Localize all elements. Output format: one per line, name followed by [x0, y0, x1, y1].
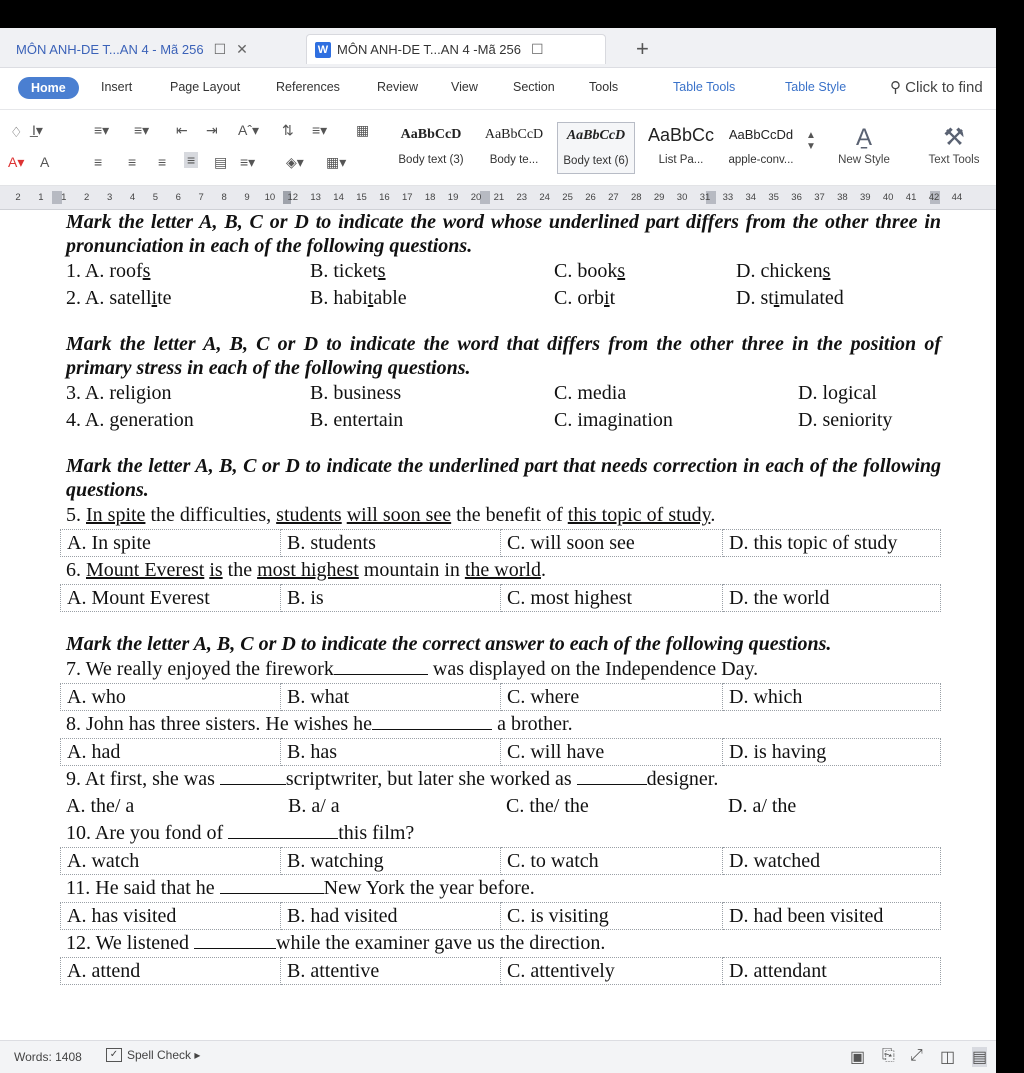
question-12: 12. We listened while the examiner gave us the direction. — [66, 932, 606, 954]
option-c: C. to watch — [501, 848, 723, 875]
option-b: B. watching — [281, 848, 501, 875]
style-name: List Pa... — [658, 154, 704, 166]
ruler-tick-label: 36 — [791, 192, 802, 203]
option-b: B. tickets — [310, 260, 386, 282]
align-right-icon[interactable]: ≡ — [158, 154, 167, 170]
option-a: A. has visited — [61, 903, 281, 930]
menu-home[interactable]: Home — [18, 77, 79, 99]
option-a: 3. A. religion — [66, 382, 172, 404]
ruler-tick-label: 41 — [905, 192, 917, 203]
styles-scroll-icon[interactable]: ▲ ▼ — [806, 130, 816, 152]
menu-page-layout[interactable]: Page Layout — [170, 80, 241, 94]
ruler-tick-label: 21 — [493, 192, 505, 203]
text-tools-button[interactable] — [914, 122, 994, 166]
ruler-tick-label: 23 — [516, 192, 528, 203]
line-spacing-icon[interactable]: ≡▾ — [312, 122, 328, 138]
ruler-tick-label: 16 — [379, 192, 390, 203]
option-c: C. will have — [501, 739, 723, 766]
question-7: 7. We really enjoyed the firework was displayed on the Independence Day. — [66, 658, 759, 680]
ruler-tick-label: 25 — [562, 192, 573, 203]
question-3 — [66, 380, 941, 407]
question-4 — [66, 407, 941, 434]
ruler-tick-label: 2 — [15, 192, 21, 203]
document-tab-bar — [0, 28, 996, 68]
menu-references[interactable]: References — [276, 80, 340, 94]
style-sample: AaBbCcD — [484, 127, 544, 142]
ruler-tick-label: 30 — [676, 192, 688, 203]
ruler-tick-label: 12 — [287, 192, 299, 203]
option-c: C. is visiting — [501, 903, 723, 930]
menu-table-tools[interactable]: Table Tools — [673, 80, 736, 94]
spell-check-label: Spell Check — [127, 1048, 192, 1062]
question-11: 11. He said that he New York the year before. — [66, 877, 535, 899]
style-body-text[interactable] — [475, 122, 553, 174]
increase-indent-icon[interactable]: ⇥ — [206, 122, 218, 138]
question-1 — [66, 258, 941, 285]
bullets-icon[interactable]: ≡▾ — [94, 122, 110, 138]
new-style-label: New Style — [838, 154, 890, 166]
ruler-tick-label: 2 — [84, 192, 90, 203]
option-c: C. the/ the — [506, 795, 589, 817]
font-size-icon[interactable]: Aˆ▾ — [238, 122, 260, 138]
ruler-tick-label: 24 — [539, 192, 550, 203]
ruler-tick-label: 20 — [470, 192, 482, 203]
ruler-tick-label: 18 — [424, 192, 436, 203]
answer-table — [60, 957, 941, 985]
ruler-tick-label: 35 — [768, 192, 779, 203]
align-left-icon[interactable]: ≡ — [94, 154, 103, 170]
option-b: B. attentive — [281, 958, 501, 985]
ruler-tick-label: 1 — [61, 192, 67, 203]
style-sample: AaBbCcDd — [728, 127, 794, 142]
option-a: A. Mount Everest — [61, 585, 281, 612]
option-d: D. stimulated — [736, 287, 844, 309]
option-d: D. watched — [723, 848, 941, 875]
shading-icon[interactable]: ◈▾ — [286, 154, 304, 170]
menu-review[interactable]: Review — [377, 80, 418, 94]
style-apple-converted[interactable] — [722, 122, 800, 174]
menu-view[interactable]: View — [451, 80, 478, 94]
menu-insert[interactable]: Insert — [101, 80, 133, 94]
question-8: 8. John has three sisters. He wishes he a brother. — [66, 713, 573, 735]
page-view-icon[interactable]: ▤ — [972, 1049, 988, 1066]
sort-icon[interactable]: ⇅ — [282, 122, 294, 138]
option-c: C. where — [501, 684, 723, 711]
ruler-tick-label: 1 — [38, 192, 44, 203]
answer-table — [60, 902, 941, 930]
ruler-tick-label: 31 — [699, 192, 711, 203]
answer-table — [60, 584, 941, 612]
spell-check-icon: ✓ — [106, 1048, 122, 1062]
style-sample: AaBbCc — [647, 125, 715, 145]
style-name: Body text (6) — [563, 155, 629, 167]
close-icon[interactable]: ✕ — [236, 40, 248, 57]
option-c: C. books — [554, 260, 626, 282]
paragraph-spacing-icon[interactable]: ≡▾ — [240, 154, 256, 170]
tab-title: MÔN ANH-DE T...AN 4 -Mã 256 — [337, 42, 521, 57]
option-c: C. attentively — [501, 958, 723, 985]
eraser-icon[interactable]: ♢ — [10, 124, 23, 140]
ruler-tick-label: 10 — [264, 192, 276, 203]
table-border-icon[interactable]: ▦▾ — [326, 154, 347, 170]
ruler-tick-label: 44 — [951, 192, 963, 203]
ruler-tick-label: 15 — [356, 192, 367, 203]
wrench-icon: ⚒ — [943, 124, 965, 151]
option-b: B. is — [281, 585, 501, 612]
question-2 — [66, 285, 941, 312]
ruler-tick-label: 27 — [608, 192, 619, 203]
answer-table — [60, 738, 941, 766]
section-instruction: Mark the letter A, B, C or D to indicate the word that differs from the other three in the position of primary stress in each of the following questions. — [66, 333, 941, 379]
ruler-tick-label: 29 — [653, 192, 665, 203]
option-d: D. chickens — [736, 260, 831, 282]
style-body-text-6[interactable] — [557, 122, 635, 174]
menu-bar — [0, 68, 996, 110]
ruler-tick-label: 42 — [928, 192, 940, 203]
ruler-tick-label: 3 — [106, 192, 113, 203]
spell-check-button[interactable]: ✓ Spell Check ▸ — [106, 1048, 200, 1062]
ruler-tick-label: 4 — [129, 192, 136, 203]
option-b: B. had visited — [281, 903, 501, 930]
word-count[interactable]: Words: 1408 — [14, 1050, 82, 1064]
option-a: 1. A. roofs — [66, 260, 151, 282]
option-d: D. seniority — [798, 409, 893, 431]
search-command[interactable] — [890, 78, 983, 96]
monitor-icon: ☐ — [530, 41, 544, 57]
option-b: B. has — [281, 739, 501, 766]
section-instruction: Mark the letter A, B, C or D to indicate the correct answer to each of the following questions. — [66, 633, 832, 655]
question-10: 10. Are you fond of this film? — [66, 822, 415, 844]
justify-icon[interactable]: ≡ — [184, 152, 198, 168]
document-tab-1[interactable] — [8, 34, 300, 64]
ruler-tick-label: 5 — [152, 192, 159, 203]
option-d: D. a/ the — [728, 795, 797, 817]
ribbon-toolbar — [0, 110, 996, 186]
option-d: D. which — [723, 684, 941, 711]
option-d: D. is having — [723, 739, 941, 766]
text-tools-label: Text Tools — [928, 154, 980, 166]
answer-row — [66, 793, 941, 820]
ruler-tick-label: 28 — [631, 192, 642, 203]
fullscreen-icon[interactable]: ⤢ — [910, 1047, 923, 1064]
style-list-paragraph[interactable] — [640, 122, 722, 174]
option-d: D. this topic of study — [723, 530, 941, 557]
protect-icon[interactable]: ▣ — [850, 1049, 866, 1066]
horizontal-ruler[interactable] — [0, 186, 996, 210]
reading-mode-icon[interactable]: ◫ — [940, 1049, 956, 1066]
ruler-tick-label: 8 — [221, 192, 227, 203]
option-c: C. most highest — [501, 585, 723, 612]
search-icon: ⚲ — [890, 79, 901, 96]
question-6: 6. Mount Everest is the most highest mountain in the world. — [66, 559, 546, 581]
menu-section[interactable]: Section — [513, 80, 555, 94]
ruler-tick-label: 33 — [722, 192, 734, 203]
answer-table — [60, 529, 941, 557]
ruler-tick-label: 14 — [333, 192, 344, 203]
ruler-tick-label: 37 — [814, 192, 825, 203]
option-b: B. habitable — [310, 287, 407, 309]
writer-doc-icon: W — [315, 42, 331, 58]
option-b: B. entertain — [310, 409, 404, 431]
ruler-tick-label: 38 — [837, 192, 848, 203]
option-c: C. media — [554, 382, 627, 404]
option-d: D. logical — [798, 382, 877, 404]
highlight-icon[interactable]: A — [40, 154, 50, 170]
option-d: D. the world — [723, 585, 941, 612]
option-b: B. business — [310, 382, 402, 404]
option-b: B. students — [281, 530, 501, 557]
ruler-tick-label: 34 — [745, 192, 757, 203]
option-d: D. had been visited — [723, 903, 941, 930]
option-a: A. had — [61, 739, 281, 766]
tab-title: MÔN ANH-DE T...AN 4 - Mã 256 — [16, 41, 204, 57]
align-center-icon[interactable]: ≡ — [128, 154, 137, 170]
style-sample: AaBbCcD — [566, 128, 626, 143]
borders-icon[interactable]: ▦ — [356, 122, 370, 138]
numbering-icon[interactable]: ≡▾ — [134, 122, 150, 138]
option-a: A. attend — [61, 958, 281, 985]
ruler-tick-label: 7 — [198, 192, 204, 203]
option-a: A. In spite — [61, 530, 281, 557]
document-body — [66, 210, 941, 985]
section-instruction: Mark the letter A, B, C or D to indicate the word whose underlined part differs from the other three in pronunciation in each of the following questions. — [66, 211, 941, 257]
option-c: C. orbit — [554, 287, 616, 309]
ruler-tick-label: 19 — [447, 192, 459, 203]
ruler-tick-label: 40 — [882, 192, 894, 203]
style-name: Body te... — [489, 154, 539, 166]
format-painter-icon[interactable]: I̲▾ — [32, 122, 43, 138]
document-page[interactable] — [0, 210, 996, 1040]
new-style-icon: A̱ — [855, 124, 872, 151]
style-name: apple-conv... — [728, 154, 794, 166]
document-tab-2[interactable] — [306, 34, 606, 64]
word-processor-window — [0, 28, 996, 1073]
option-a: A. who — [61, 684, 281, 711]
new-tab-plus-icon[interactable]: + — [636, 36, 649, 61]
question-9: 9. At first, she was scriptwriter, but later she worked as designer. — [66, 768, 719, 790]
ruler-tick-label: 39 — [860, 192, 871, 203]
search-label: Click to find — [905, 79, 983, 96]
option-a: A. the/ a — [66, 795, 135, 817]
distributed-icon[interactable]: ▤ — [214, 154, 228, 170]
outline-icon[interactable]: ⎘ — [882, 1047, 895, 1064]
option-b: B. a/ a — [288, 795, 340, 817]
monitor-icon: ☐ — [213, 40, 227, 57]
font-color-icon[interactable]: A▾ — [8, 154, 25, 170]
answer-table — [60, 683, 941, 711]
option-d: D. attendant — [723, 958, 941, 985]
answer-table — [60, 847, 941, 875]
option-c: C. will soon see — [501, 530, 723, 557]
style-sample: AaBbCcD — [400, 127, 462, 142]
menu-tools[interactable]: Tools — [589, 80, 619, 94]
ruler-tick-label: 17 — [402, 192, 413, 203]
ruler-tick-label: 26 — [585, 192, 596, 203]
ruler-tick-label: 6 — [175, 192, 181, 203]
style-name: Body text (3) — [398, 154, 464, 166]
ruler-tick-label: 13 — [310, 192, 321, 203]
option-a: 2. A. satellite — [66, 287, 172, 309]
question-5: 5. In spite the difficulties, students will soon see the benefit of this topic of study. — [66, 504, 716, 526]
option-b: B. what — [281, 684, 501, 711]
section-instruction: Mark the letter A, B, C or D to indicate the underlined part that needs correction in each of the following questions. — [66, 455, 941, 501]
ruler-tick-label: 9 — [244, 192, 250, 203]
new-style-button[interactable] — [824, 122, 904, 166]
status-bar — [0, 1040, 996, 1073]
option-a: 4. A. generation — [66, 409, 194, 431]
style-body-text-3[interactable] — [392, 122, 470, 174]
menu-table-style[interactable]: Table Style — [785, 80, 847, 94]
decrease-indent-icon[interactable]: ⇤ — [176, 122, 188, 138]
option-c: C. imagination — [554, 409, 673, 431]
option-a: A. watch — [61, 848, 281, 875]
